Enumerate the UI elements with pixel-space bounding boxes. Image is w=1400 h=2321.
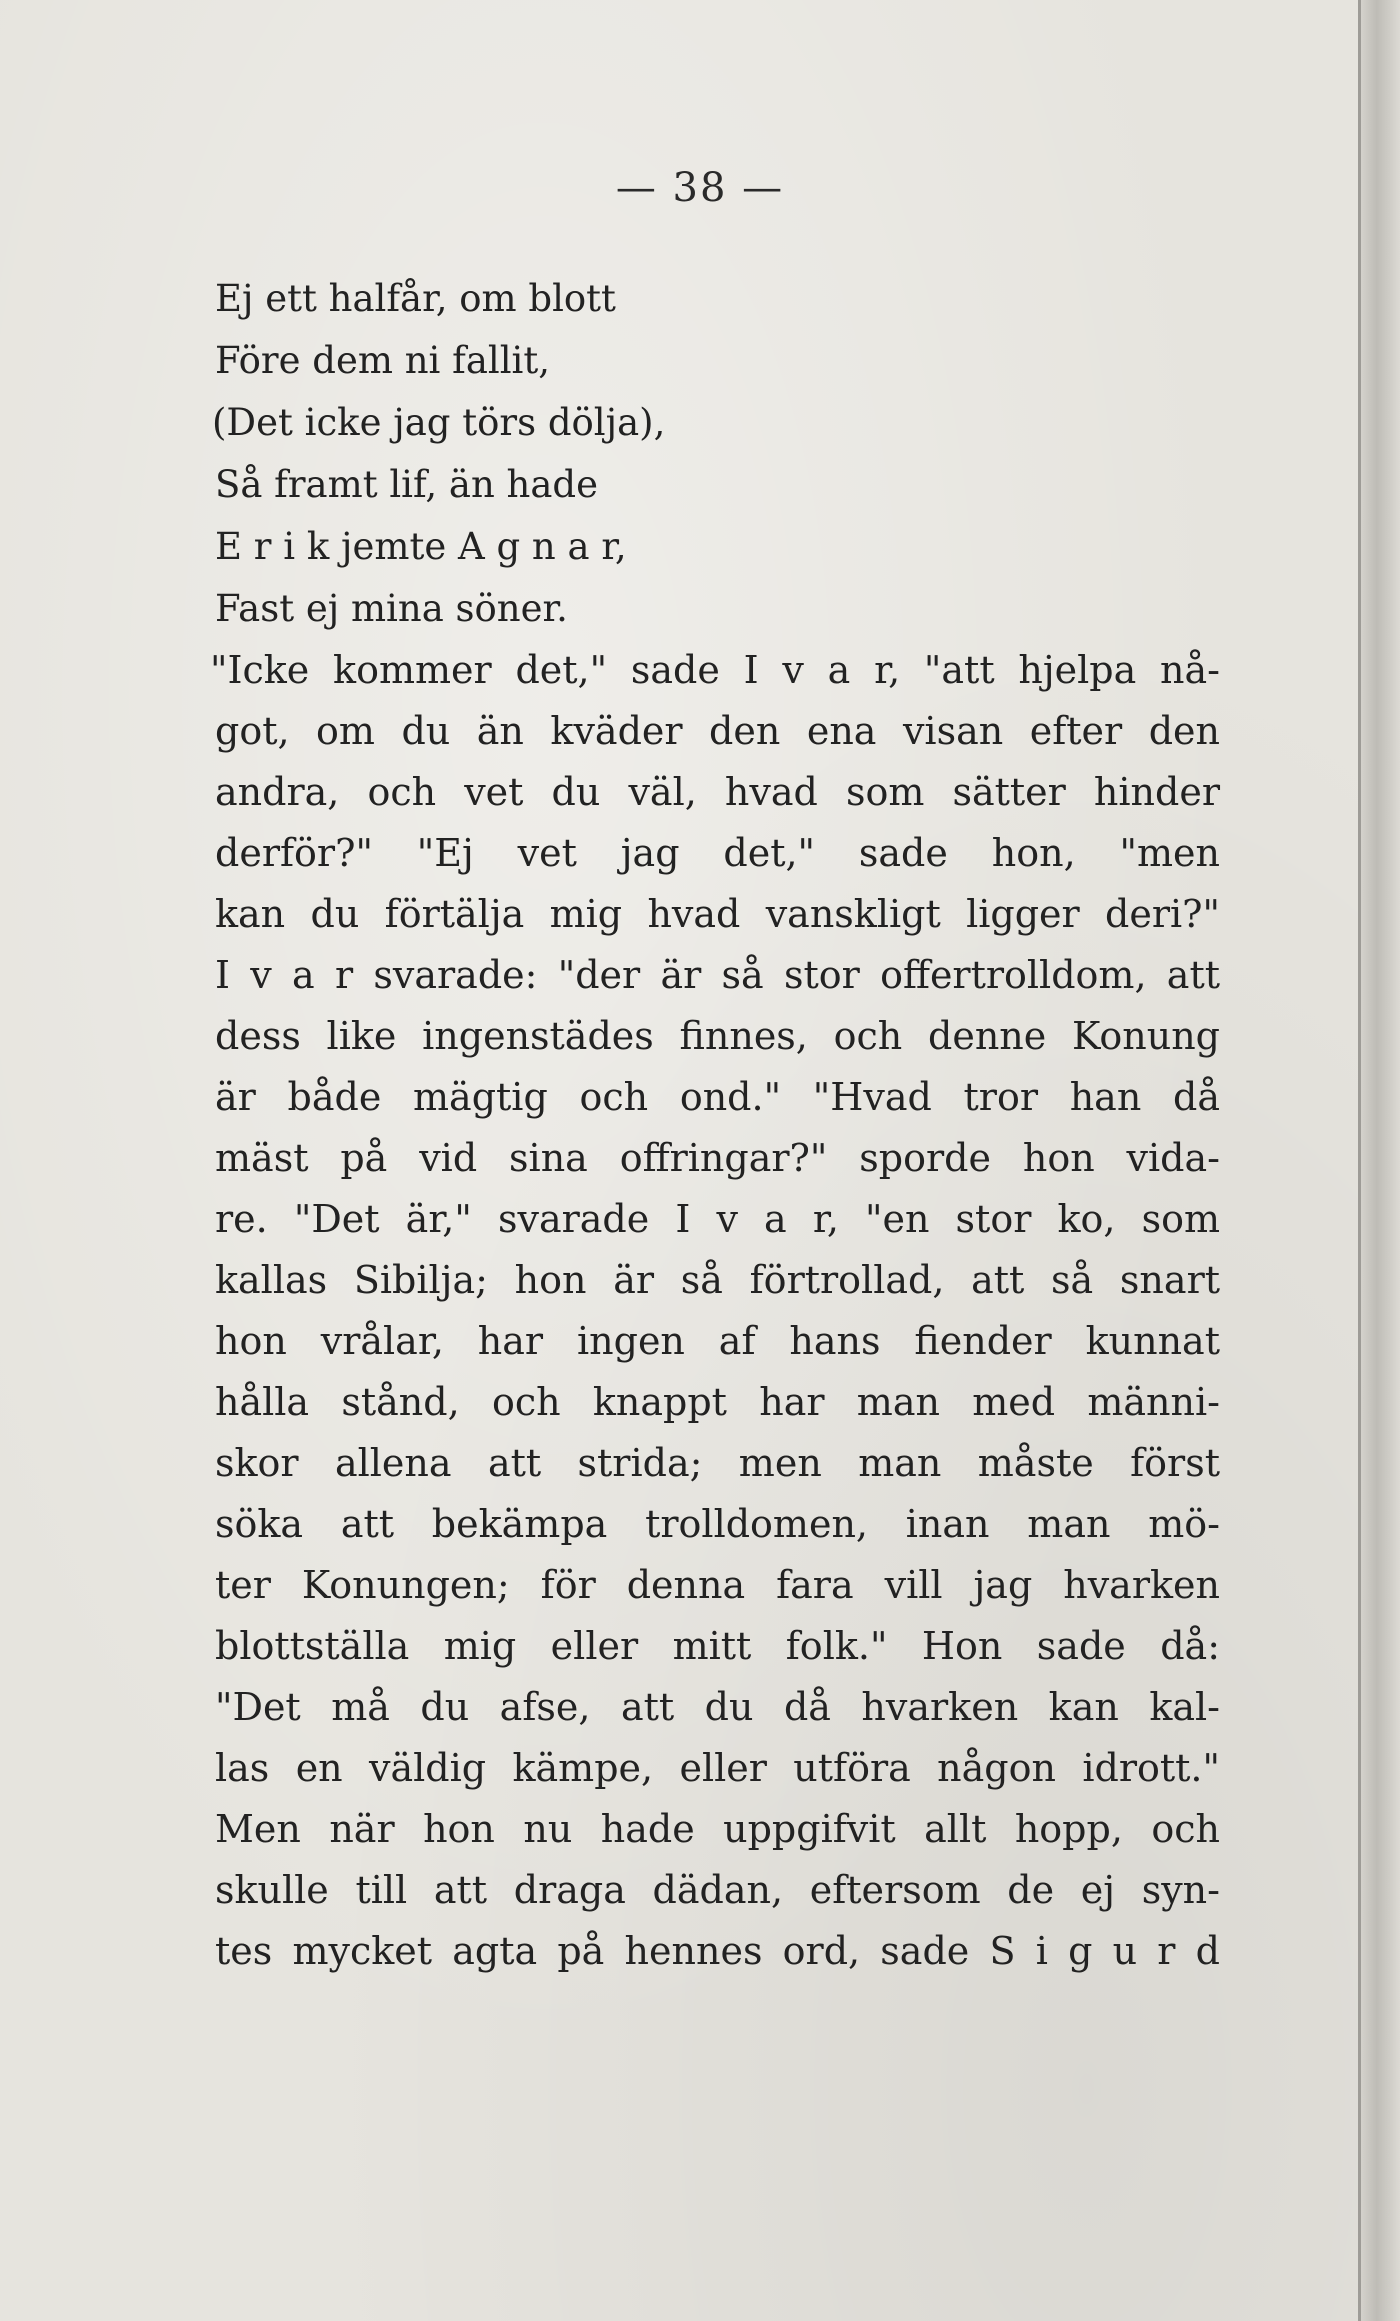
prose-line: söka att bekämpa trolldomen, inan man mö-: [215, 1502, 1220, 1546]
prose-line: skor allena att strida; men man måste först: [215, 1441, 1220, 1485]
prose-line: Men när hon nu hade uppgifvit allt hopp, och: [215, 1807, 1220, 1851]
prose-line: las en väldig kämpe, eller utföra någon idrott.": [215, 1746, 1220, 1790]
verse-stanza: [212, 268, 1220, 640]
prose-line: "Det må du afse, att du då hvarken kan kal-: [215, 1685, 1220, 1729]
prose-line: dess like ingenstädes finnes, och denne Konung: [215, 1014, 1220, 1058]
prose-paragraph: [210, 640, 1220, 1982]
verse-line: Ej ett halfår, om blott: [215, 277, 616, 320]
verse-line: (Det icke jag törs dölja),: [212, 401, 666, 444]
verse-line: Före dem ni fallit,: [215, 339, 551, 382]
prose-line: "Icke kommer det," sade I v a r, "att hjelpa nå-: [210, 648, 1220, 692]
prose-line: got, om du än kväder den ena visan efter den: [215, 709, 1220, 753]
text-block: [210, 268, 1220, 1982]
prose-line: mäst på vid sina offringar?" sporde hon vida-: [215, 1136, 1220, 1180]
prose-line: hon vrålar, har ingen af hans fiender kunnat: [215, 1319, 1220, 1363]
prose-line: derför?" "Ej vet jag det," sade hon, "men: [215, 831, 1220, 875]
page-number: — 38 —: [615, 165, 785, 211]
verse-line: Fast ej mina söner.: [215, 587, 568, 630]
prose-line: är både mägtig och ond." "Hvad tror han då: [215, 1075, 1220, 1119]
prose-line: ter Konungen; för denna fara vill jag hvarken: [215, 1563, 1220, 1607]
prose-line: blottställa mig eller mitt folk." Hon sade då:: [215, 1624, 1220, 1668]
verse-line: E r i k jemte A g n a r,: [215, 525, 627, 568]
prose-line: andra, och vet du väl, hvad som sätter hinder: [215, 770, 1220, 814]
prose-line: kan du förtälja mig hvad vanskligt ligger deri?": [215, 892, 1220, 936]
prose-line: I v a r svarade: "der är så stor offertrolldom, att: [215, 953, 1220, 997]
prose-line: hålla stånd, och knappt har man med männi-: [215, 1380, 1220, 1424]
prose-line: re. "Det är," svarade I v a r, "en stor ko, som: [215, 1197, 1220, 1241]
prose-line: kallas Sibilja; hon är så förtrollad, att så snart: [215, 1258, 1220, 1302]
verse-line: Så framt lif, än hade: [215, 463, 599, 506]
prose-line: skulle till att draga dädan, eftersom de ej syn-: [215, 1868, 1220, 1912]
page-edge: [1358, 0, 1400, 2321]
prose-line: tes mycket agta på hennes ord, sade S i g u r d: [215, 1929, 1220, 1973]
